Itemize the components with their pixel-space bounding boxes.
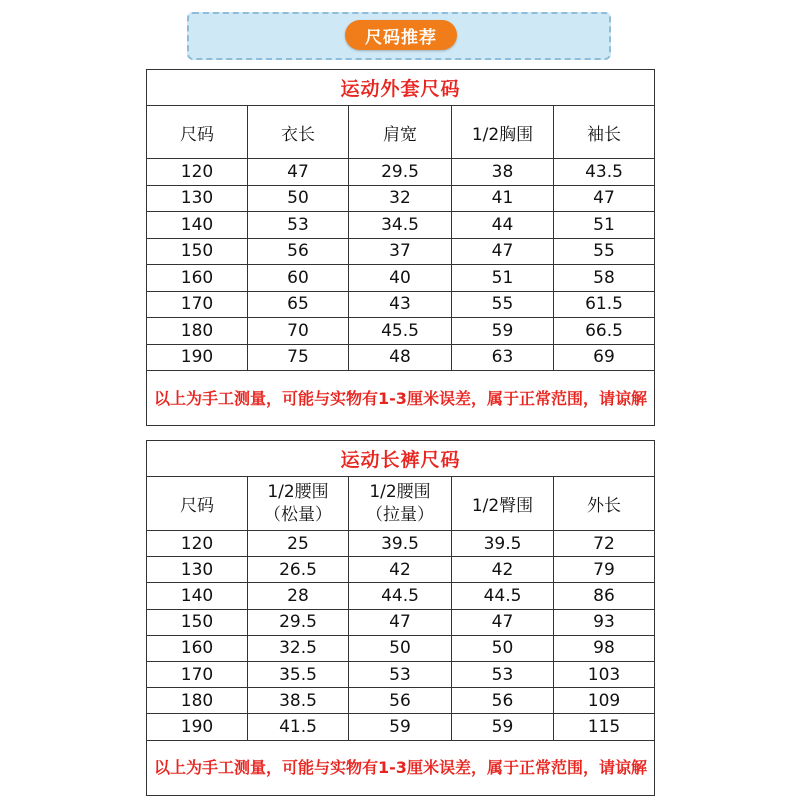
table-cell: 39.5 (349, 531, 452, 557)
table-cell: 50 (452, 635, 554, 661)
table-cell: 37 (349, 238, 452, 265)
table-cell: 79 (554, 557, 655, 583)
table-cell: 58 (554, 265, 655, 292)
table-cell: 41.5 (248, 714, 349, 740)
pants-col-hip: 1/2臀围 (452, 477, 554, 531)
table-cell: 39.5 (452, 531, 554, 557)
table-cell: 53 (349, 661, 452, 687)
table-cell: 98 (554, 635, 655, 661)
table-cell: 47 (248, 159, 349, 186)
table-cell: 59 (452, 714, 554, 740)
table-cell: 56 (349, 688, 452, 714)
table-cell: 29.5 (349, 159, 452, 186)
table-cell: 50 (349, 635, 452, 661)
table-cell: 56 (452, 688, 554, 714)
pants-col-waist-loose-line2: （松量） (264, 504, 332, 525)
table-row (147, 661, 655, 687)
size-recommend-label: 尺码推荐 (345, 20, 457, 50)
table-cell: 120 (147, 159, 248, 186)
table-cell: 29.5 (248, 609, 349, 635)
table-cell: 32.5 (248, 635, 349, 661)
table-row (147, 557, 655, 583)
pants-col-waist-loose (248, 477, 349, 531)
pants-col-waist-stretch (349, 477, 452, 531)
table-cell: 55 (452, 291, 554, 318)
jacket-col-shoulder: 肩宽 (349, 106, 452, 159)
table-cell: 180 (147, 318, 248, 345)
table-row (147, 714, 655, 740)
table-cell: 180 (147, 688, 248, 714)
pants-header-row (147, 477, 655, 531)
table-row (147, 344, 655, 371)
pants-col-waist-stretch-line2: （拉量） (366, 504, 434, 525)
table-cell: 44.5 (452, 583, 554, 609)
table-cell: 53 (248, 212, 349, 239)
table-cell: 34.5 (349, 212, 452, 239)
table-row (147, 635, 655, 661)
table-cell: 55 (554, 238, 655, 265)
jacket-col-size: 尺码 (147, 106, 248, 159)
table-cell: 160 (147, 635, 248, 661)
table-row (147, 609, 655, 635)
table-cell: 45.5 (349, 318, 452, 345)
table-cell: 35.5 (248, 661, 349, 687)
table-cell: 41 (452, 185, 554, 212)
table-cell: 140 (147, 583, 248, 609)
table-cell: 43.5 (554, 159, 655, 186)
table-cell: 63 (452, 344, 554, 371)
table-cell: 47 (452, 238, 554, 265)
table-row (147, 265, 655, 292)
table-row (147, 291, 655, 318)
table-cell: 115 (554, 714, 655, 740)
table-cell: 65 (248, 291, 349, 318)
size-recommend-banner (187, 12, 611, 60)
table-cell: 103 (554, 661, 655, 687)
table-cell: 43 (349, 291, 452, 318)
table-row (147, 688, 655, 714)
table-row (147, 212, 655, 239)
table-cell: 69 (554, 344, 655, 371)
table-cell: 47 (452, 609, 554, 635)
jacket-col-sleeve: 袖长 (554, 106, 655, 159)
table-cell: 44.5 (349, 583, 452, 609)
table-cell: 47 (554, 185, 655, 212)
table-row (147, 185, 655, 212)
table-cell: 59 (349, 714, 452, 740)
table-cell: 53 (452, 661, 554, 687)
table-cell: 48 (349, 344, 452, 371)
pants-col-waist-stretch-line1: 1/2腰围 (369, 481, 431, 502)
jacket-size-table (146, 69, 655, 426)
table-cell: 59 (452, 318, 554, 345)
table-cell: 25 (248, 531, 349, 557)
jacket-measurement-note: 以上为手工测量，可能与实物有1-3厘米误差，属于正常范围，请谅解 (147, 371, 655, 426)
table-cell: 130 (147, 557, 248, 583)
table-cell: 44 (452, 212, 554, 239)
table-cell: 75 (248, 344, 349, 371)
table-cell: 42 (452, 557, 554, 583)
pants-col-waist-loose-line1: 1/2腰围 (267, 481, 329, 502)
pants-col-outer-length: 外长 (554, 477, 655, 531)
table-cell: 150 (147, 609, 248, 635)
jacket-col-chest: 1/2胸围 (452, 106, 554, 159)
table-cell: 190 (147, 714, 248, 740)
table-cell: 130 (147, 185, 248, 212)
table-cell: 72 (554, 531, 655, 557)
table-row (147, 159, 655, 186)
table-cell: 51 (554, 212, 655, 239)
table-cell: 190 (147, 344, 248, 371)
jacket-col-length: 衣长 (248, 106, 349, 159)
table-cell: 109 (554, 688, 655, 714)
table-cell: 170 (147, 661, 248, 687)
table-cell: 61.5 (554, 291, 655, 318)
table-cell: 86 (554, 583, 655, 609)
jacket-table-title: 运动外套尺码 (147, 70, 655, 106)
table-cell: 170 (147, 291, 248, 318)
table-cell: 56 (248, 238, 349, 265)
table-cell: 42 (349, 557, 452, 583)
table-cell: 38 (452, 159, 554, 186)
table-cell: 140 (147, 212, 248, 239)
table-cell: 160 (147, 265, 248, 292)
table-row (147, 318, 655, 345)
table-row (147, 583, 655, 609)
table-cell: 120 (147, 531, 248, 557)
pants-size-table (146, 440, 655, 796)
table-cell: 150 (147, 238, 248, 265)
table-cell: 40 (349, 265, 452, 292)
pants-measurement-note: 以上为手工测量，可能与实物有1-3厘米误差，属于正常范围，请谅解 (147, 740, 655, 795)
table-cell: 93 (554, 609, 655, 635)
table-cell: 50 (248, 185, 349, 212)
table-cell: 26.5 (248, 557, 349, 583)
table-cell: 60 (248, 265, 349, 292)
table-cell: 28 (248, 583, 349, 609)
table-cell: 66.5 (554, 318, 655, 345)
table-cell: 38.5 (248, 688, 349, 714)
table-row (147, 238, 655, 265)
pants-col-size: 尺码 (147, 477, 248, 531)
table-row (147, 531, 655, 557)
table-cell: 70 (248, 318, 349, 345)
table-cell: 51 (452, 265, 554, 292)
jacket-header-row (147, 106, 655, 159)
pants-table-title: 运动长裤尺码 (147, 441, 655, 477)
table-cell: 47 (349, 609, 452, 635)
table-cell: 32 (349, 185, 452, 212)
